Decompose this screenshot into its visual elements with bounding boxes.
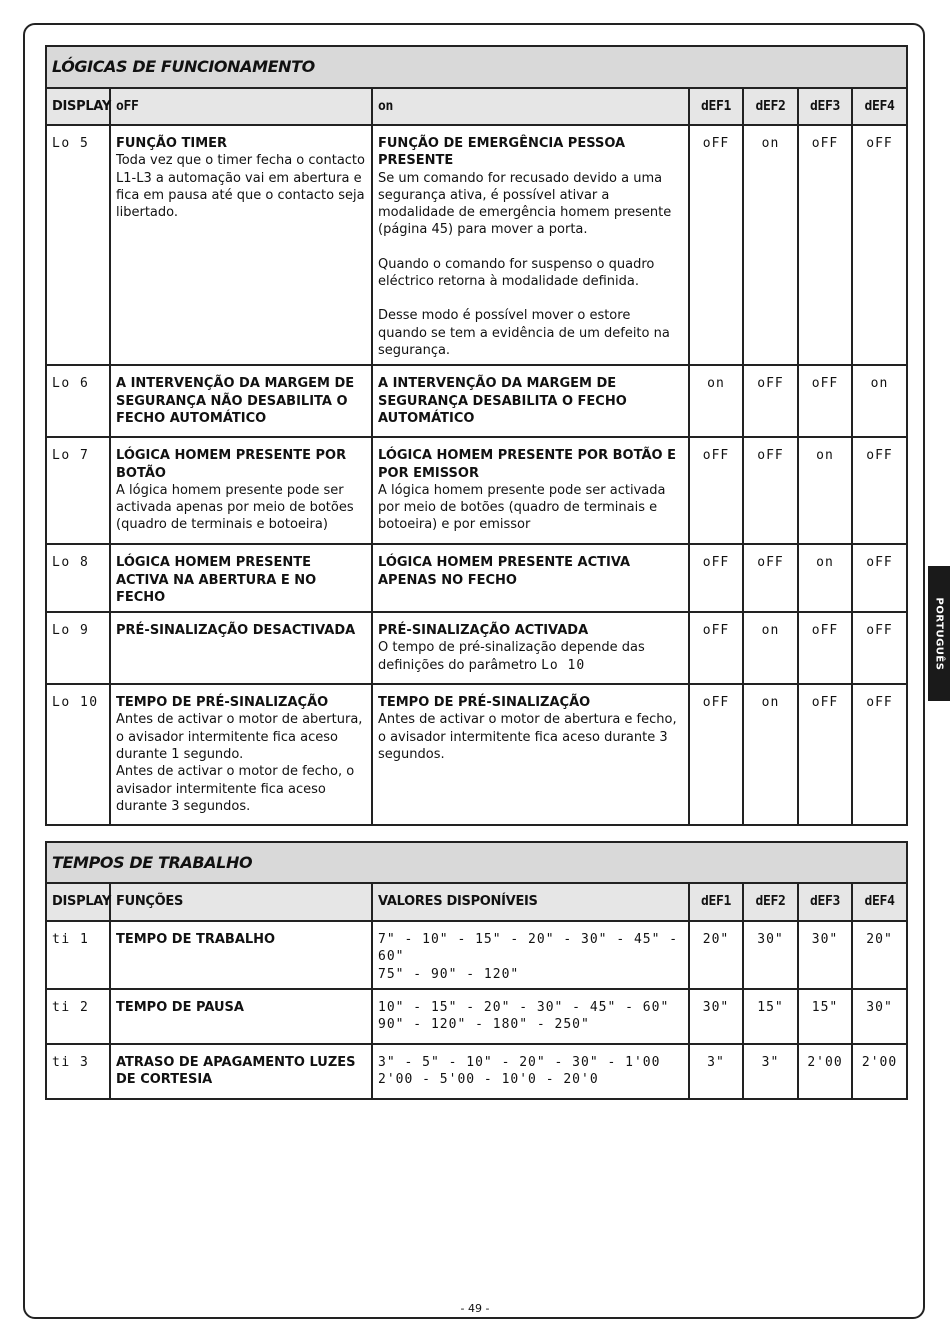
def3-value: on — [798, 437, 852, 544]
on-title: LÓGICA HOMEM PRESENTE ACTIVA APENAS NO FECHO — [378, 555, 631, 588]
def2-value: on — [743, 612, 798, 684]
row-code: Lo 10 — [46, 684, 110, 825]
header-def4: dEF4 — [852, 88, 907, 125]
logicas-title: LÓGICAS DE FUNCIONAMENTO — [46, 46, 907, 88]
on-title: A INTERVENÇÃO DA MARGEM DE SEGURANÇA DESABILITA O FECHO AUTOMÁTICO — [378, 376, 627, 426]
header-display: DISPLAY — [46, 88, 110, 125]
def1-value: 3" — [689, 1044, 743, 1099]
values-line: 2'00 - 5'00 - 10'0 - 20'0 — [378, 1072, 599, 1088]
on-title: LÓGICA HOMEM PRESENTE POR BOTÃO E POR EMISSOR — [378, 448, 676, 481]
def2-value: on — [743, 684, 798, 825]
tempos-table — [45, 841, 908, 1100]
header-display: DISPLAY — [46, 883, 110, 921]
def3-value: oFF — [798, 125, 852, 365]
def3-value: oFF — [798, 684, 852, 825]
def2-value: oFF — [743, 437, 798, 544]
row-off-cell — [110, 365, 372, 437]
header-funcoes: FUNÇÕES — [110, 883, 372, 921]
function-name: TEMPO DE TRABALHO — [116, 932, 276, 947]
def3-value: 30" — [798, 921, 852, 989]
def3-value: on — [798, 544, 852, 612]
def4-value: 2'00 — [852, 1044, 907, 1099]
function-name: ATRASO DE APAGAMENTO LUZES DE CORTESIA — [116, 1054, 356, 1088]
def2-value: oFF — [743, 544, 798, 612]
row-code: Lo 6 — [46, 365, 110, 437]
on-title: FUNÇÃO DE EMERGÊNCIA PESSOA PRESENTE — [378, 136, 626, 169]
def2-value: on — [743, 125, 798, 365]
off-title: A INTERVENÇÃO DA MARGEM DE SEGURANÇA NÃO DESABILITA O FECHO AUTOMÁTICO — [116, 376, 355, 426]
on-text: Quando o comando for suspenso o quadro eléctrico retorna à modalidade definida. — [378, 256, 655, 290]
row-code: ti 3 — [46, 1044, 110, 1099]
on-title: TEMPO DE PRÉ-SINALIZAÇÃO — [378, 695, 591, 711]
row-off-cell — [110, 612, 372, 684]
table-row — [46, 437, 907, 544]
row-off-cell — [110, 125, 372, 365]
header-def3: dEF3 — [798, 88, 852, 125]
language-tab — [928, 566, 950, 701]
function-name: TEMPO DE PAUSA — [116, 999, 244, 1015]
off-text: A lógica homem presente pode ser activada apenas por meio de botões (quadro de terminais e botoeira) — [116, 482, 354, 533]
row-on-cell — [372, 612, 689, 684]
header-def2: dEF2 — [743, 88, 798, 125]
row-on-cell — [372, 684, 689, 825]
row-off-cell — [110, 684, 372, 825]
def2-value: 15" — [743, 989, 798, 1044]
parameter-code: Lo 10 — [541, 657, 586, 673]
table-row — [46, 544, 907, 612]
def4-value: oFF — [852, 612, 907, 684]
def4-value: oFF — [852, 684, 907, 825]
on-text — [378, 639, 683, 674]
row-on-cell — [372, 437, 689, 544]
header-valores: VALORES DISPONÍVEIS — [372, 883, 689, 921]
def1-value: 30" — [689, 989, 743, 1044]
off-title: LÓGICA HOMEM PRESENTE ACTIVA NA ABERTURA E NO FECHO — [116, 555, 317, 605]
on-text: Desse modo é possível mover o estore quando se tem a evidência de um defeito na segurança. — [378, 308, 670, 358]
row-code: Lo 5 — [46, 125, 110, 365]
off-title: FUNÇÃO TIMER — [116, 136, 228, 151]
header-def4: dEF4 — [852, 883, 907, 921]
table-row — [46, 921, 907, 989]
def3-value: 2'00 — [798, 1044, 852, 1099]
def1-value: 20" — [689, 921, 743, 989]
off-title: TEMPO DE PRÉ-SINALIZAÇÃO — [116, 695, 329, 711]
tempos-title: TEMPOS DE TRABALHO — [46, 842, 907, 883]
row-off-cell — [110, 544, 372, 612]
table-row — [46, 612, 907, 684]
def4-value: 30" — [852, 989, 907, 1044]
table-row — [46, 989, 907, 1044]
def1-value: on — [689, 365, 743, 437]
header-on: on — [372, 88, 689, 125]
on-text: Se um comando for recusado devido a uma segurança ativa, é possível ativar a modalidade de emergência homem presente (página 45) para mover a porta. — [378, 170, 672, 238]
def3-value: 15" — [798, 989, 852, 1044]
table-row — [46, 684, 907, 825]
header-off: oFF — [110, 88, 372, 125]
row-code: Lo 9 — [46, 612, 110, 684]
off-text: Antes de activar o motor de abertura, o avisador intermitente fica aceso durante 1 segundo. — [116, 712, 363, 763]
language-label: PORTUGUÊS — [933, 597, 945, 670]
on-text: A lógica homem presente pode ser activada por meio de botões (quadro de terminais e botoeira) e por emissor — [378, 482, 666, 533]
on-text: Antes de activar o motor de abertura e fecho, o avisador intermitente fica aceso durante 3 segundos. — [378, 712, 677, 763]
values-line: 7" - 10" - 15" - 20" - 30" - 45" - 60" — [378, 932, 679, 965]
row-on-cell — [372, 125, 689, 365]
table-row — [46, 1044, 907, 1099]
off-title: PRÉ-SINALIZAÇÃO DESACTIVADA — [116, 623, 356, 639]
values-line: 90" - 120" - 180" - 250" — [378, 1017, 590, 1033]
header-def1: dEF1 — [689, 883, 743, 921]
on-text-body: O tempo de pré-sinalização depende das definições do parâmetro — [378, 640, 645, 673]
def2-value: 30" — [743, 921, 798, 989]
def1-value: oFF — [689, 612, 743, 684]
off-title: LÓGICA HOMEM PRESENTE POR BOTÃO — [116, 448, 347, 481]
row-code: Lo 8 — [46, 544, 110, 612]
def2-value: 3" — [743, 1044, 798, 1099]
row-code: ti 2 — [46, 989, 110, 1044]
off-text: Toda vez que o timer fecha o contacto L1-L3 a automação vai em abertura e fica em pausa até que o contacto seja libertado. — [116, 153, 365, 221]
logicas-table — [45, 45, 908, 826]
table-row — [46, 125, 907, 365]
values-line: 10" - 15" - 20" - 30" - 45" - 60" — [378, 999, 670, 1015]
values-line: 3" - 5" - 10" - 20" - 30" - 1'00 — [378, 1054, 661, 1070]
def1-value: oFF — [689, 125, 743, 365]
header-def1: dEF1 — [689, 88, 743, 125]
def3-value: oFF — [798, 365, 852, 437]
def3-value: oFF — [798, 612, 852, 684]
def4-value: on — [852, 365, 907, 437]
row-code: ti 1 — [46, 921, 110, 989]
row-on-cell — [372, 365, 689, 437]
values-line: 75" - 90" - 120" — [378, 966, 520, 982]
def1-value: oFF — [689, 437, 743, 544]
header-def2: dEF2 — [743, 883, 798, 921]
page-number: - 49 - — [460, 1302, 490, 1315]
def4-value: 20" — [852, 921, 907, 989]
row-off-cell — [110, 437, 372, 544]
def4-value: oFF — [852, 437, 907, 544]
table-row — [46, 365, 907, 437]
def1-value: oFF — [689, 684, 743, 825]
def1-value: oFF — [689, 544, 743, 612]
def4-value: oFF — [852, 544, 907, 612]
row-code: Lo 7 — [46, 437, 110, 544]
on-title: PRÉ-SINALIZAÇÃO ACTIVADA — [378, 623, 589, 639]
def4-value: oFF — [852, 125, 907, 365]
off-text: Antes de activar o motor de fecho, o avisador intermitente fica aceso durante 3 segundos. — [116, 764, 355, 814]
row-on-cell — [372, 544, 689, 612]
header-def3: dEF3 — [798, 883, 852, 921]
def2-value: oFF — [743, 365, 798, 437]
